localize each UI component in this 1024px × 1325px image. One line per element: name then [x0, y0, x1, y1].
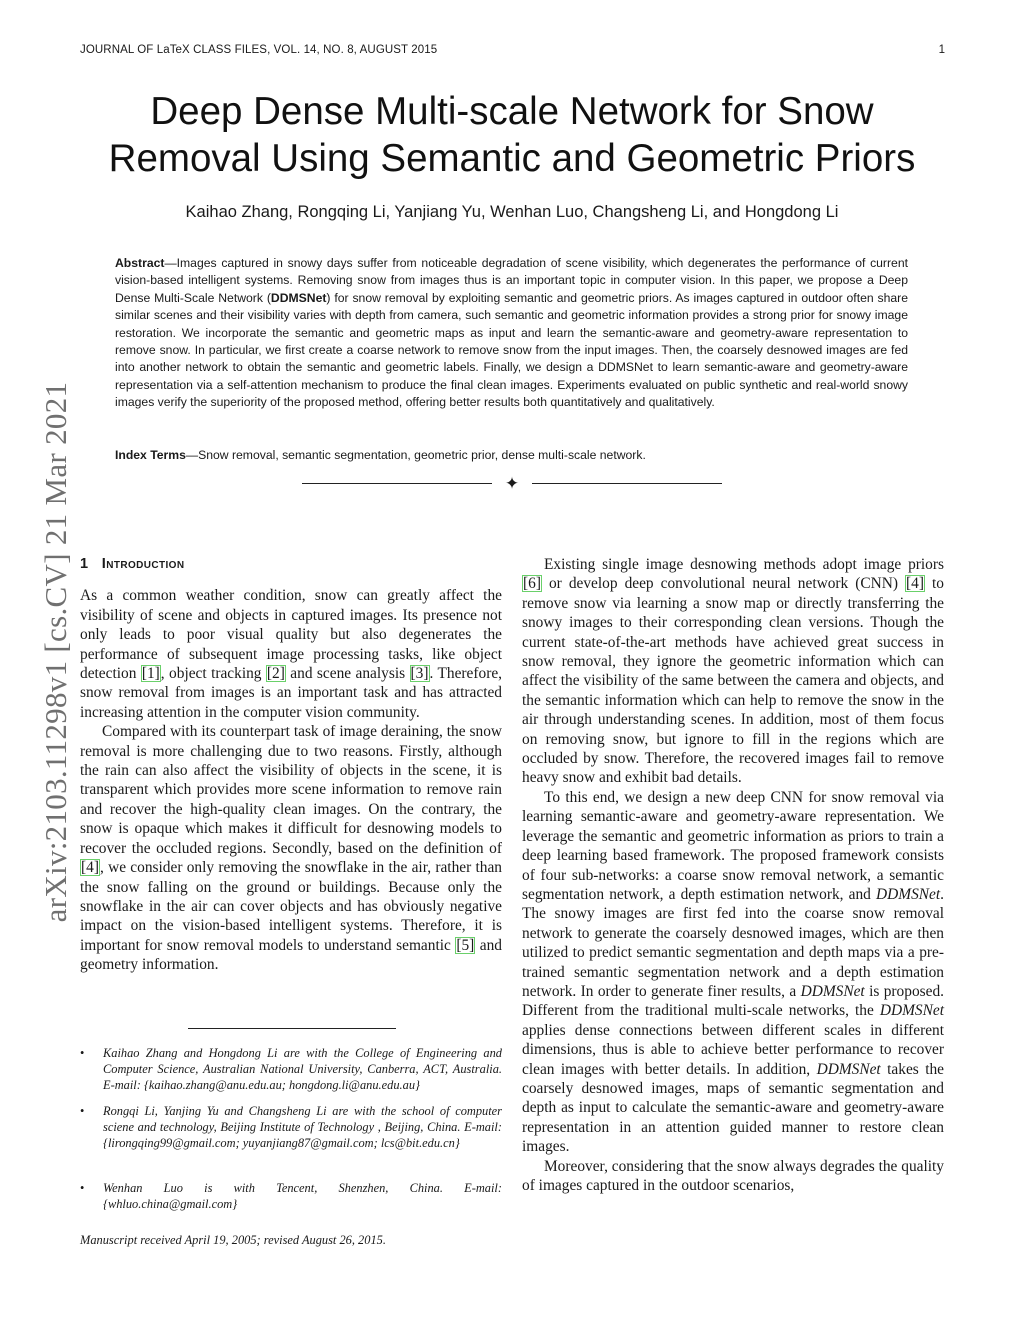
author-list: Kaihao Zhang, Rongqing Li, Yanjiang Yu, Wenhan Luo, Changsheng Li, and Hongdong Li [185, 203, 839, 221]
paper-title-line-1: Deep Dense Multi-scale Network for Snow [150, 90, 874, 133]
model-name: DDMSNet [816, 1060, 881, 1078]
running-head: JOURNAL OF LaTeX CLASS FILES, VOL. 14, NO. 8, AUGUST 2015 [80, 44, 438, 56]
footnote-text: Rongqi Li, Yanjing Yu and Changsheng Li are with the school of computer sciene and technology, Beijing Institute of Technology , Beijing, China. E-mail: {lirongqing99@gmail.com; yuyanjiang87@gmail.com; lcs@bit.edu.cn} [103, 1104, 502, 1151]
footnote-rule [188, 1028, 396, 1029]
intro-paragraph-2 [80, 722, 502, 974]
footnote-text: Kaihao Zhang and Hongdong Li are with the College of Engineering and Computer Science, Australian National University, Canberra, ACT, Australia. E-mail: {kaihao.zhang@anu.edu.au; hongdong.li@anu.edu.au} [103, 1046, 502, 1093]
right-column [522, 555, 944, 1195]
arxiv-side-stamp: arXiv:2103.11298v1 [cs.CV] 21 Mar 2021 [38, 381, 73, 923]
text-run: applies dense connections between different scales in different dimensions, thus is able to achieve better performance to recover clean images with better details. In addition, [522, 1021, 944, 1078]
model-name: DDMSNet [800, 982, 865, 1000]
footnote-bullet: • [80, 1104, 85, 1118]
section-title: Introduction [101, 556, 185, 572]
text-run: . The snowy images are first fed into the coarse snow removal network to generate the coarsely desnowed images, which are then utilized to predict semantic segmentation and depth maps via a pre-trained semantic segmentation network and a depth estimation network. In order to generate finer results, a [522, 885, 944, 1000]
manuscript-note: Manuscript received April 19, 2005; revised August 26, 2015. [80, 1233, 386, 1247]
section-heading [80, 555, 502, 574]
footnote-bullet: • [80, 1181, 85, 1195]
text-run: As a common weather condition, snow can greatly affect the visibility of scene and objects in captured images. Its presence not only leads to poor visual quality but also degenerates the performance of subsequent image processing tasks, like object detection [80, 587, 502, 683]
model-name: DDMSNet [879, 1002, 944, 1020]
page-number: 1 [938, 44, 945, 56]
abstract-text-1: —Images captured in snowy days suffer from noticeable degradation of scene visibility, which degenerates the performance of current vision-based intelligent systems. Removing snow from images thus is an important topic in computer vision. In this paper, we propose a Deep Dense Multi-Scale Network ( [115, 256, 908, 305]
index-terms [115, 447, 908, 464]
index-terms-label: Index Terms [115, 448, 186, 462]
footnote-affiliation-1 [80, 1045, 502, 1094]
index-terms-text: —Snow removal, semantic segmentation, geometric prior, dense multi-scale network. [185, 448, 646, 462]
abstract [115, 255, 908, 412]
paper-title [0, 88, 1024, 182]
footnote-affiliation-2 [80, 1103, 502, 1152]
section-divider [302, 474, 722, 494]
text-run: Compared with its counterpart task of image deraining, the snow removal is more challenging due to two reasons. Firstly, although the rain can also affect the visibility of objects in the scene, it is transparent which provides more scene information to remove rain and recover the high-quality clean images. On the contrary, the snow is opaque which makes it difficult for desnowing models to recover the occluded regions. Secondly, based on the definition of [80, 723, 502, 857]
text-run: , we consider only removing the snowflake in the air, rather than the snow falling on the ground or buildings. Because only the snowflake in the air can cover objects and has obviously negative impact on the vision-based intelligent systems. Therefore, it is important for snow removal models to understand semantic [80, 859, 502, 954]
footnote-bullet: • [80, 1046, 85, 1060]
text-run: or develop deep convolutional neural network (CNN) [541, 575, 906, 593]
divider-star-icon: ✦ [504, 474, 520, 493]
citation-link[interactable]: [1] [141, 665, 160, 683]
text-run: . Therefore, snow removal from images is an important task and has attracted increasing attention in the computer vision community. [80, 665, 502, 721]
text-run: Existing single image desnowing methods adopt image priors [544, 556, 944, 573]
divider-rule-right [532, 483, 722, 484]
paper-title-line-2: Removal Using Semantic and Geometric Priors [108, 137, 916, 180]
text-run: to remove snow via learning a snow map or directly transferring the snowy images to their corresponding clean versions. Though the current state-of-the-art methods have achieved great success in snow removal, they ignore the geometric information which can affect the visibility of the same between the camera and objects, and the semantic information which can help to remove the snow in the air through understanding scenes. In addition, most of them focus on removing snow, but ignore to fill in the regions which are occluded by snow. Therefore, the recovered images fail to remove heavy snow and exhibit bad details. [522, 575, 944, 787]
citation-link[interactable]: [6] [523, 575, 541, 593]
text-run: is proposed. Different from the traditional multi-scale networks, the [522, 982, 945, 1020]
citation-link[interactable]: [2] [266, 665, 285, 683]
intro-paragraph-4 [522, 788, 944, 1157]
citation-link[interactable]: [4] [81, 859, 99, 877]
citation-link[interactable]: [5] [456, 936, 475, 954]
text-run: and geometry information. [80, 936, 502, 974]
abstract-model-name: DDMSNet [270, 290, 327, 305]
citation-link[interactable]: [4] [906, 575, 924, 593]
text-run: and scene analysis [285, 665, 410, 683]
text-run: , object tracking [160, 665, 266, 683]
left-column [80, 555, 502, 975]
section-number: 1 [80, 556, 89, 572]
citation-link[interactable]: [3] [410, 665, 429, 683]
divider-rule-left [302, 483, 492, 484]
model-name: DDMSNet [876, 885, 941, 903]
abstract-text-2: ) for snow removal by exploiting semantic and geometric priors. As images captured in outdoor often share similar scenes and their visibility varies with depth from camera, such semantic and geometric information provides a strong prior for snowy image restoration. We incorporate the semantic and geometric maps as input and learn the semantic-aware and geometry-aware representation to remove snow. In particular, we first create a coarse network to remove snow from the input images. Then, the coarsely desnowed images are fed into another network to obtain the semantic and geometric labels. Finally, we design a DDMSNet to learn semantic-aware and geometry-aware representation via a self-attention mechanism to produce the final clean images. Experiments evaluated on public synthetic and real-world snowy images verify the superiority of the proposed method, offering better results both quantitatively and qualitatively. [115, 290, 909, 410]
footnote-affiliation-3 [80, 1180, 502, 1212]
footnote-text: Wenhan Luo is with Tencent, Shenzhen, China. E-mail: {whluo.china@gmail.com} [103, 1181, 502, 1212]
text-run: To this end, we design a new deep CNN for snow removal via learning semantic-aware and geometry-aware representation. We leverage the semantic and geometric information as priors to train a deep learning based framework. The proposed framework consists of four sub-networks: a coarse snow removal network, a semantic segmentation network, a depth estimation network, and [522, 788, 944, 903]
intro-paragraph-1 [80, 586, 502, 722]
intro-paragraph-5: Moreover, considering that the snow always degrades the quality of images captured in the outdoor scenarios, [522, 1157, 944, 1194]
text-run: takes the coarsely desnowed images, maps of semantic segmentation and depth as input to calculate the semantic-aware and geometry-aware representation in an attention guided manner to restore clean images. [522, 1060, 944, 1156]
abstract-label: Abstract [115, 256, 165, 270]
intro-paragraph-3 [522, 555, 944, 788]
